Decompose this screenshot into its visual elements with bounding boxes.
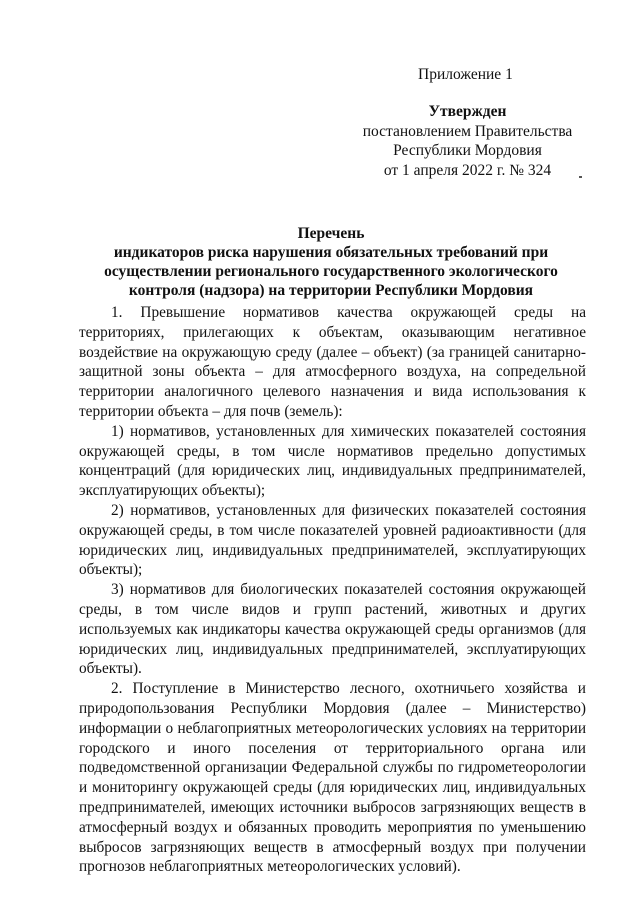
- paragraph-1-2: 2) нормативов, установленных для физических показателей состояния окружающей среды, в том числе показателей уровней радиоактивности (для юридических лиц, индивидуальных предпринимателей, эксплуатирующих объекты);: [79, 501, 586, 579]
- title-line-2: индикаторов риска нарушения обязательных требований при: [113, 244, 549, 261]
- approved-heading: Утвержден: [428, 103, 507, 120]
- scan-mark: [579, 176, 582, 178]
- approval-block: [360, 102, 575, 180]
- document-title: [96, 224, 566, 300]
- paragraph-1-3: 3) нормативов для биологических показателей состояния окружающей среды, в том числе видов и групп растений, животных и других используемых как индикаторы качества окружающей среды организмов (для юридических лиц, индивидуальных предпринимателей, эксплуатирующих объекты).: [79, 581, 586, 678]
- approval-date-line: от 1 апреля 2022 г. № 324: [383, 161, 552, 179]
- appendix-label: Приложение 1: [418, 66, 513, 83]
- approved-by-line-1: постановлением Правительства: [362, 122, 573, 140]
- approved-by-line-2: Республики Мордовия: [393, 142, 542, 159]
- title-line-4: контроля (надзора) на территории Республики Мордовия: [128, 282, 534, 299]
- paragraph-1: 1. Превышение нормативов качества окружающей среды на территориях, прилегающих к объектам, оказывающим негативное воздействие на окружающую среду (далее – объект) (за границей санитарно-защитной зоны объекта – для атмосферного воздуха, на сопредельной территории аналогичного целевого назначения и вида использования к территории объекта – для почв (земель):: [79, 304, 586, 420]
- title-line-3: осуществлении регионального государственного экологического: [104, 263, 558, 280]
- title-line-1: Перечень: [297, 225, 365, 242]
- paragraph-1-1: 1) нормативов, установленных для химических показателей состояния окружающей среды, в том числе нормативов предельно допустимых концентраций (для юридических лиц, индивидуальных предпринимателей, эксплуатирующих объекты);: [79, 422, 586, 500]
- document-body: [79, 303, 586, 877]
- paragraph-2: 2. Поступление в Министерство лесного, охотничьего хозяйства и природопользования Республики Мордовия (далее – Министерство) информации о неблагоприятных метеорологических условиях на территории городского и иного поселения от территориального органа или подведомственной организации Федеральной службы по гидрометеорологии и мониторингу окружающей среды (для юридических лиц, индивидуальных предпринимателей, имеющих источники выбросов загрязняющих веществ в атмосферный воздух и обязанных проводить мероприятия по уменьшению выбросов загрязняющих веществ в атмосферный воздух при получении прогнозов неблагоприятных метеорологических условий).: [79, 680, 586, 876]
